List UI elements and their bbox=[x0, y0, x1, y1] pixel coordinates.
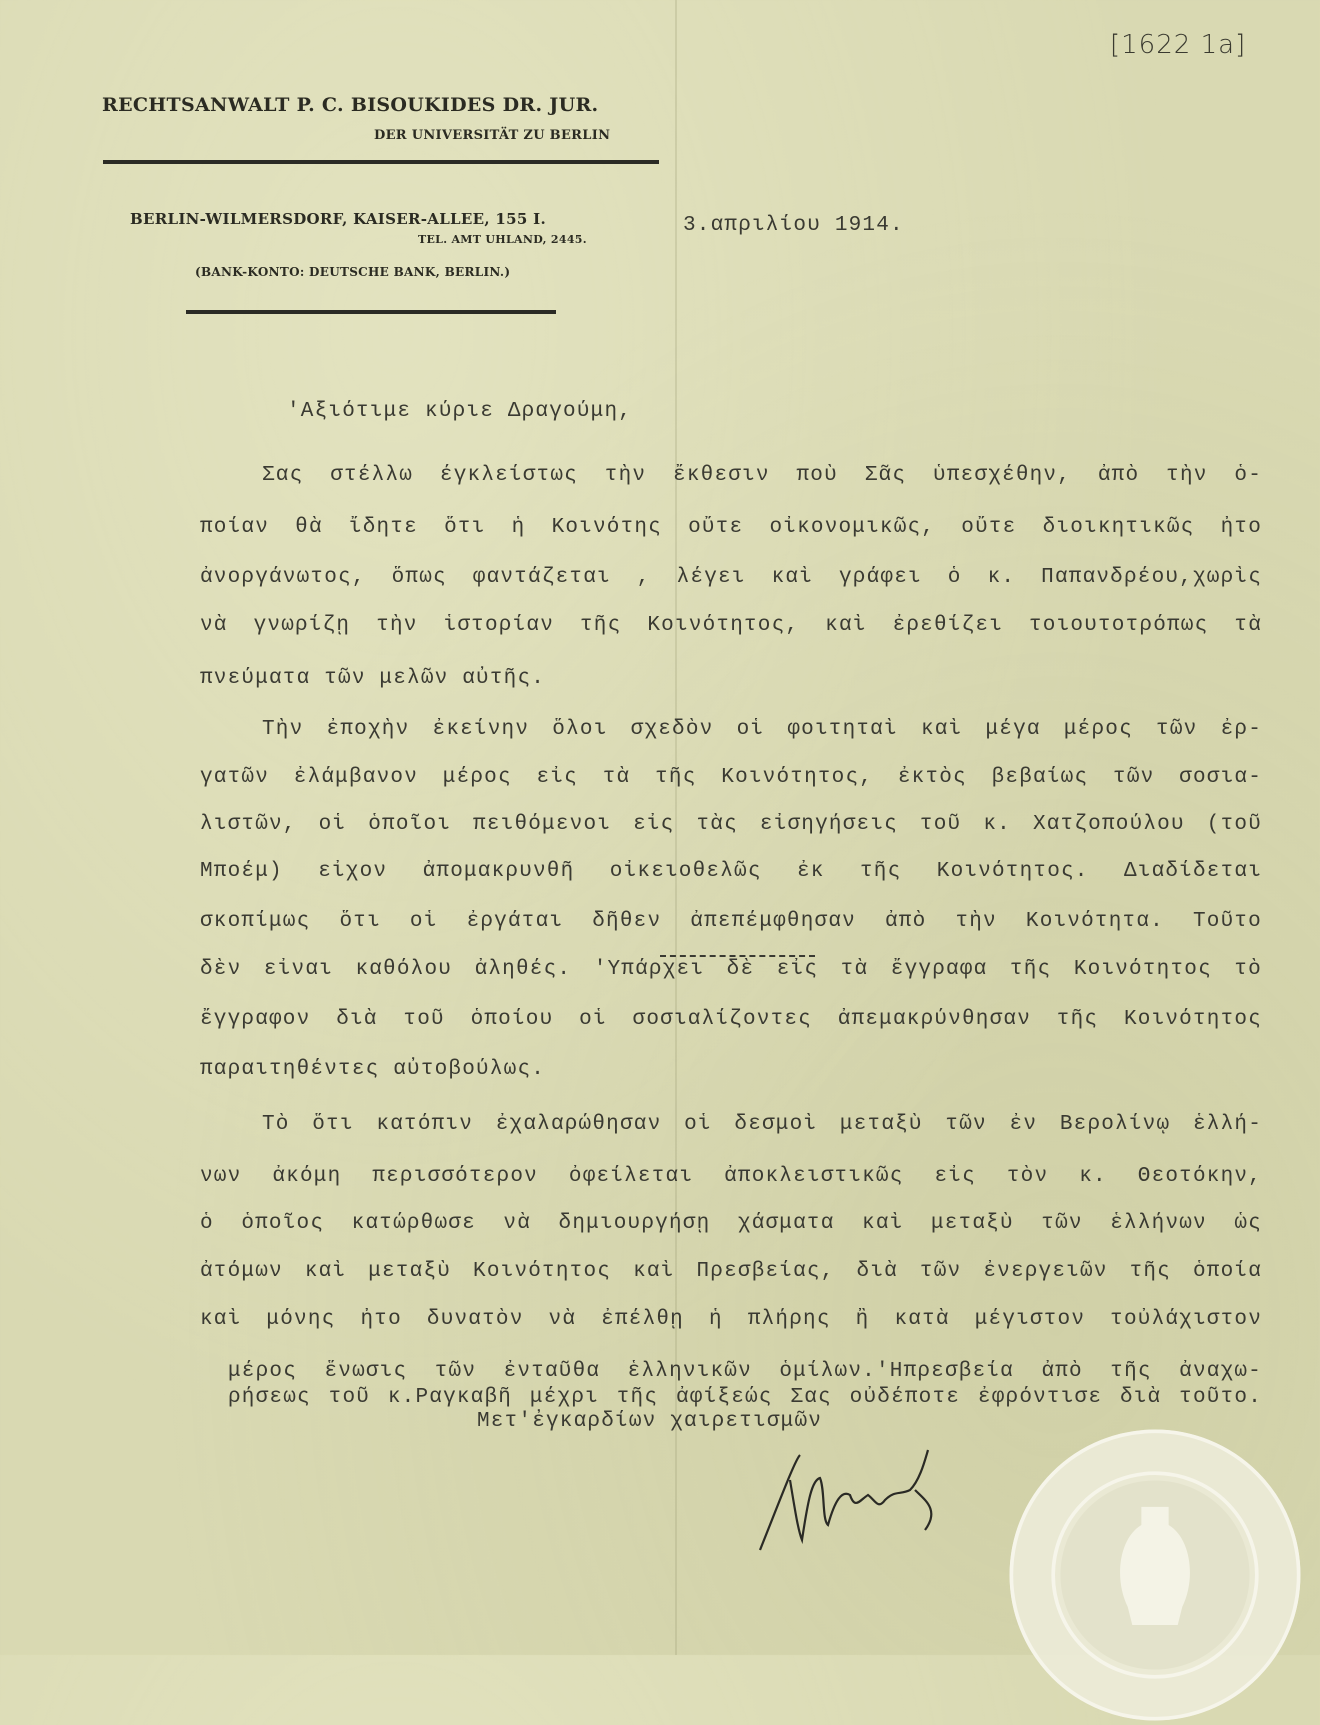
archive-reference: [1622 1a] bbox=[1110, 30, 1247, 60]
library-seal bbox=[1005, 1425, 1305, 1725]
letterhead-bank: (BANK-KONTO: DEUTSCHE BANK, BERLIN.) bbox=[195, 265, 511, 279]
body-line: ὁ ὁποῖος κατώρθωσε νὰ δημιουργήσῃ χάσματα καὶ μεταξὺ τῶν ἑλλήνων ὡς bbox=[200, 1212, 1262, 1235]
letterhead-university: DER UNIVERSITÄT ZU BERLIN bbox=[374, 128, 611, 143]
underline-mark bbox=[660, 955, 815, 957]
letterhead-name: RECHTSANWALT P. C. BISOUKIDES DR. JUR. bbox=[102, 94, 599, 116]
body-line: παραιτηθέντες αὐτοβούλως. bbox=[200, 1058, 546, 1081]
body-line: πνεύματα τῶν μελῶν αὐτῆς. bbox=[200, 667, 546, 690]
letter-date: 3.απριλίου 1914. bbox=[683, 214, 904, 237]
letterhead-address: BERLIN-WILMERSDORF, KAISER-ALLEE, 155 I. bbox=[130, 210, 546, 228]
body-line: δὲν εἶναι καθόλου ἀληθές. 'Υπάρχει δὲ εἰς τὰ ἔγγραφα τῆς Κοινότητος τὸ bbox=[200, 958, 1262, 981]
body-line: λιστῶν, οἱ ὁποῖοι πειθόμενοι εἰς τὰς εἰσηγήσεις τοῦ κ. Χατζοπούλου (τοῦ bbox=[200, 813, 1262, 836]
body-line: νὰ γνωρίζῃ τὴν ἱστορίαν τῆς Κοινότητος, καὶ ἐρεθίζει τοιουτοτρόπως τὰ bbox=[200, 614, 1262, 637]
body-line: Μποέμ) εἶχον ἀπομακρυνθῆ οἰκειοθελῶς ἐκ τῆς Κοινότητος. Διαδίδεται bbox=[200, 860, 1262, 883]
body-line: Τὸ ὅτι κατόπιν ἐχαλαρώθησαν οἱ δεσμοὶ μεταξὺ τῶν ἐν Βερολίνῳ ἑλλή- bbox=[262, 1113, 1262, 1136]
signature bbox=[750, 1440, 960, 1560]
body-line: σκοπίμως ὅτι οἱ ἐργάται δῆθεν ἀπεπέμφθησαν ἀπὸ τὴν Κοινότητα. Τοῦτο bbox=[200, 910, 1262, 933]
body-line: ἀνοργάνωτος, ὅπως φαντάζεται , λέγει καὶ γράφει ὁ κ. Παπανδρέου,χωρὶς bbox=[200, 566, 1262, 589]
body-line: Σας στέλλω έγκλείστως τὴν ἔκθεσιν ποὺ Σᾶς ὑπεσχέθην, ἀπὸ τὴν ὁ- bbox=[262, 464, 1262, 487]
body-line: ἀτόμων καὶ μεταξὺ Κοινότητος καὶ Πρεσβείας, διὰ τῶν ἐνεργειῶν τῆς ὁποία bbox=[200, 1260, 1262, 1283]
body-line: ρήσεως τοῦ κ.Ραγκαβῆ μέχρι τῆς ἀφίξεώς Σας οὐδέποτε ἐφρόντισε διὰ τοῦτο. bbox=[228, 1386, 1262, 1409]
letterhead-phone: TEL. AMT UHLAND, 2445. bbox=[418, 233, 587, 246]
body-line: Τὴν ἐποχὴν ἐκείνην ὅλοι σχεδὸν οἱ φοιτηταὶ καὶ μέγα μέρος τῶν ἐρ- bbox=[262, 718, 1262, 741]
letterhead-rule bbox=[103, 160, 659, 164]
letterhead-rule-2 bbox=[186, 310, 556, 314]
salutation: 'Αξιότιμε κύριε Δραγούμη, bbox=[287, 400, 633, 423]
body-line: γατῶν ἐλάμβανον μέρος εἰς τὰ τῆς Κοινότητος, ἐκτὸς βεβαίως τῶν σοσια- bbox=[200, 766, 1262, 789]
closing: Μετ'ἐγκαρδίων χαιρετισμῶν bbox=[477, 1410, 823, 1433]
body-line: ἔγγραφον διὰ τοῦ ὁποίου οἱ σοσιαλίζοντες ἀπεμακρύνθησαν τῆς Κοινότητος bbox=[200, 1008, 1262, 1031]
body-line: νων ἀκόμη περισσότερον ὀφείλεται ἀποκλειστικῶς εἰς τὸν κ. Θεοτόκην, bbox=[200, 1165, 1262, 1188]
body-line: μέρος ἕνωσις τῶν ἐνταῦθα ἑλληνικῶν ὁμίλων.'Ηπρεσβεία ἀπὸ τῆς ἀναχω- bbox=[228, 1360, 1262, 1383]
body-line: καὶ μόνης ἦτο δυνατὸν νὰ ἐπέλθῃ ἡ πλήρης ἢ κατὰ μέγιστον τοὐλάχιστον bbox=[200, 1308, 1262, 1331]
body-line: ποίαν θὰ ἴδητε ὅτι ἡ Κοινότης οὔτε οἰκονομικῶς, οὔτε διοικητικῶς ἦτο bbox=[200, 516, 1262, 539]
